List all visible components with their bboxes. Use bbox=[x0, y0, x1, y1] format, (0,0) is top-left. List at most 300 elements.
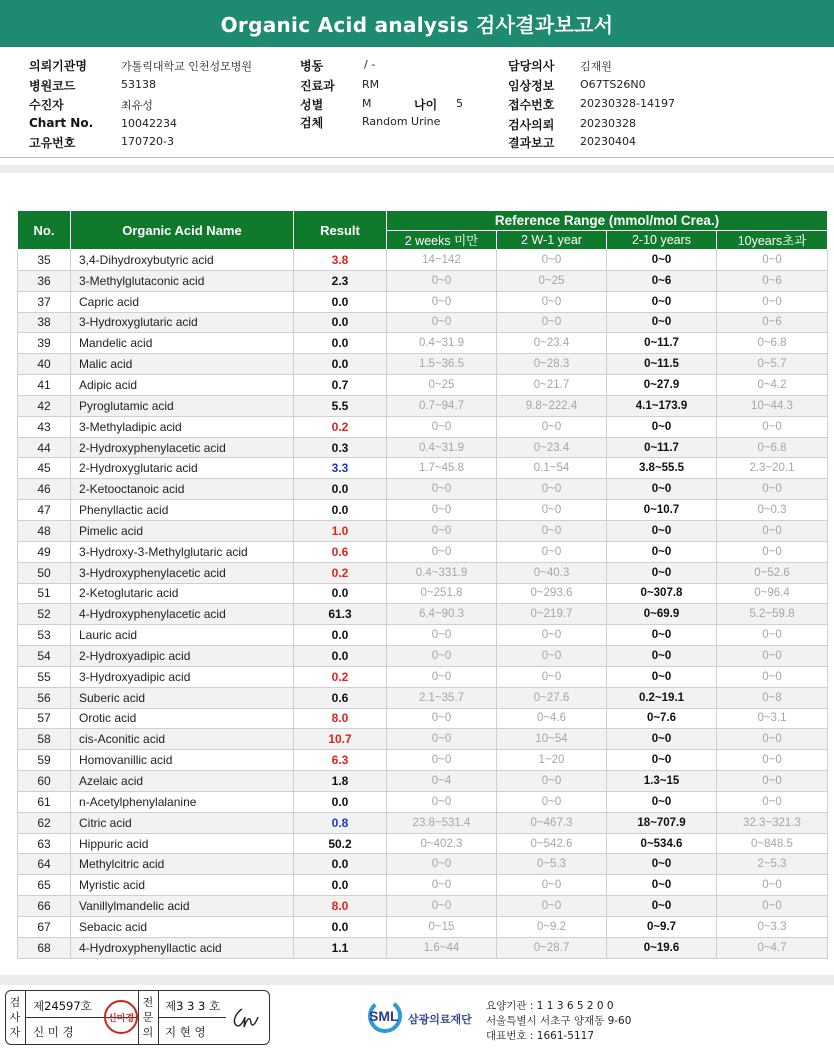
org-phone: 대표번호 : 1661-5117 bbox=[486, 1030, 595, 1042]
col-no-header: No. bbox=[18, 211, 71, 250]
result-value: 5.5 bbox=[294, 395, 387, 416]
ref-under-2weeks: 0~0 bbox=[387, 666, 497, 687]
ref-2w-1year: 0~40.3 bbox=[497, 562, 607, 583]
ref-under-2weeks: 0.4~31.9 bbox=[387, 437, 497, 458]
ref-2-10years: 0~0 bbox=[607, 541, 717, 562]
acid-name: 2-Hydroxyadipic acid bbox=[71, 646, 294, 667]
table-row bbox=[18, 270, 828, 291]
ref-2w-1year: 0~0 bbox=[497, 666, 607, 687]
table-row bbox=[18, 562, 828, 583]
specialist-label: 전 문 의 bbox=[142, 996, 154, 1039]
table-row bbox=[18, 479, 828, 500]
ref-2-10years: 0~0 bbox=[607, 291, 717, 312]
result-value: 0.2 bbox=[294, 416, 387, 437]
ref-2-10years: 0~0 bbox=[607, 562, 717, 583]
acid-name: Lauric acid bbox=[71, 625, 294, 646]
ref-2w-1year: 0.1~54 bbox=[497, 458, 607, 479]
ref-2-10years: 0~534.6 bbox=[607, 833, 717, 854]
examiner-license: 제24597호 bbox=[33, 999, 92, 1013]
row-number: 46 bbox=[18, 479, 71, 500]
result-value: 0.0 bbox=[294, 625, 387, 646]
result-value: 0.0 bbox=[294, 479, 387, 500]
col-ref-2-10years: 2-10 years bbox=[607, 231, 717, 250]
chart-no-value: 10042234 bbox=[121, 117, 177, 130]
ref-2w-1year: 0~23.4 bbox=[497, 437, 607, 458]
ref-2-10years: 0~0 bbox=[607, 312, 717, 333]
signature-box bbox=[5, 990, 270, 1045]
ref-under-2weeks: 0~4 bbox=[387, 771, 497, 792]
row-number: 58 bbox=[18, 729, 71, 750]
ref-over-10years: 0~0 bbox=[717, 250, 828, 271]
ref-under-2weeks: 2.1~35.7 bbox=[387, 687, 497, 708]
ref-2-10years: 0~0 bbox=[607, 646, 717, 667]
unique-no-value: 170720-3 bbox=[121, 135, 174, 148]
ref-2w-1year: 10~54 bbox=[497, 729, 607, 750]
ref-2w-1year: 0~0 bbox=[497, 500, 607, 521]
specialist-license: 제3 3 3 호 bbox=[165, 999, 221, 1013]
table-row bbox=[18, 416, 828, 437]
ward-value: / - bbox=[364, 58, 376, 71]
table-row bbox=[18, 250, 828, 271]
row-number: 47 bbox=[18, 500, 71, 521]
acid-name: 2-Ketooctanoic acid bbox=[71, 479, 294, 500]
result-value: 0.0 bbox=[294, 646, 387, 667]
ref-2w-1year: 0~9.2 bbox=[497, 917, 607, 938]
acid-name: Homovanillic acid bbox=[71, 750, 294, 771]
result-value: 0.0 bbox=[294, 500, 387, 521]
table-row bbox=[18, 625, 828, 646]
col-ref-under-2weeks: 2 weeks 미만 bbox=[387, 231, 497, 250]
ref-2-10years: 0~0 bbox=[607, 750, 717, 771]
acid-name: 3-Hydroxy-3-Methylglutaric acid bbox=[71, 541, 294, 562]
ref-2w-1year: 0~542.6 bbox=[497, 833, 607, 854]
ref-under-2weeks: 23.8~531.4 bbox=[387, 812, 497, 833]
ref-under-2weeks: 1.5~36.5 bbox=[387, 354, 497, 375]
result-value: 0.2 bbox=[294, 562, 387, 583]
ref-2w-1year: 9.8~222.4 bbox=[497, 395, 607, 416]
table-row bbox=[18, 687, 828, 708]
dept-label: 진료과 bbox=[300, 79, 335, 93]
ref-under-2weeks: 0~0 bbox=[387, 416, 497, 437]
ref-over-10years: 0~848.5 bbox=[717, 833, 828, 854]
patient-label: 수진자 bbox=[29, 98, 64, 112]
ref-under-2weeks: 0~0 bbox=[387, 291, 497, 312]
row-number: 56 bbox=[18, 687, 71, 708]
table-row bbox=[18, 708, 828, 729]
result-value: 1.1 bbox=[294, 937, 387, 958]
sex-value: M bbox=[362, 97, 372, 110]
ref-over-10years: 0~0 bbox=[717, 625, 828, 646]
row-number: 38 bbox=[18, 312, 71, 333]
result-value: 0.0 bbox=[294, 354, 387, 375]
acid-name: 2-Ketoglutaric acid bbox=[71, 583, 294, 604]
result-value: 0.7 bbox=[294, 375, 387, 396]
ref-under-2weeks: 1.7~45.8 bbox=[387, 458, 497, 479]
row-number: 65 bbox=[18, 875, 71, 896]
institution-value: 가톨릭대학교 인천성모병원 bbox=[121, 60, 253, 73]
ref-2w-1year: 0~4.6 bbox=[497, 708, 607, 729]
ref-under-2weeks: 0.4~31.9 bbox=[387, 333, 497, 354]
ref-over-10years: 0~0 bbox=[717, 666, 828, 687]
acid-name: Methylcitric acid bbox=[71, 854, 294, 875]
ref-over-10years: 0~96.4 bbox=[717, 583, 828, 604]
table-row bbox=[18, 333, 828, 354]
result-value: 0.0 bbox=[294, 854, 387, 875]
row-number: 67 bbox=[18, 917, 71, 938]
row-number: 50 bbox=[18, 562, 71, 583]
result-value: 0.0 bbox=[294, 791, 387, 812]
ref-2-10years: 0~10.7 bbox=[607, 500, 717, 521]
acid-name: Citric acid bbox=[71, 812, 294, 833]
requested-label: 검사의뢰 bbox=[508, 118, 555, 132]
ref-over-10years: 0~52.6 bbox=[717, 562, 828, 583]
acid-name: cis-Aconitic acid bbox=[71, 729, 294, 750]
row-number: 64 bbox=[18, 854, 71, 875]
ref-2w-1year: 0~0 bbox=[497, 541, 607, 562]
row-number: 68 bbox=[18, 937, 71, 958]
ref-2-10years: 0.2~19.1 bbox=[607, 687, 717, 708]
ref-over-10years: 0~0 bbox=[717, 750, 828, 771]
org-address: 서울특별시 서초구 양재동 9-60 bbox=[486, 1015, 632, 1027]
result-value: 0.0 bbox=[294, 875, 387, 896]
table-row bbox=[18, 812, 828, 833]
acid-name: Hippuric acid bbox=[71, 833, 294, 854]
ref-2w-1year: 0~0 bbox=[497, 791, 607, 812]
ref-under-2weeks: 14~142 bbox=[387, 250, 497, 271]
ref-over-10years: 0~0 bbox=[717, 896, 828, 917]
table-row bbox=[18, 291, 828, 312]
ref-under-2weeks: 0~251.8 bbox=[387, 583, 497, 604]
result-value: 1.0 bbox=[294, 520, 387, 541]
acid-name: Sebacic acid bbox=[71, 917, 294, 938]
result-value: 0.0 bbox=[294, 333, 387, 354]
table-row bbox=[18, 375, 828, 396]
table-row bbox=[18, 666, 828, 687]
ref-over-10years: 0~0 bbox=[717, 291, 828, 312]
sex-label: 성별 bbox=[300, 98, 324, 112]
result-value: 0.2 bbox=[294, 666, 387, 687]
ref-under-2weeks: 0~25 bbox=[387, 375, 497, 396]
row-number: 49 bbox=[18, 541, 71, 562]
ref-2-10years: 0~0 bbox=[607, 250, 717, 271]
result-value: 3.8 bbox=[294, 250, 387, 271]
ref-over-10years: 0~0 bbox=[717, 771, 828, 792]
ref-2w-1year: 0~0 bbox=[497, 250, 607, 271]
acid-name: 3-Methylglutaconic acid bbox=[71, 270, 294, 291]
row-number: 35 bbox=[18, 250, 71, 271]
acid-name: 2-Hydroxyglutaric acid bbox=[71, 458, 294, 479]
ref-2-10years: 3.8~55.5 bbox=[607, 458, 717, 479]
row-number: 42 bbox=[18, 395, 71, 416]
result-value: 3.3 bbox=[294, 458, 387, 479]
specimen-label: 검체 bbox=[300, 116, 324, 130]
table-row bbox=[18, 541, 828, 562]
ref-2-10years: 0~9.7 bbox=[607, 917, 717, 938]
ref-2w-1year: 0~0 bbox=[497, 625, 607, 646]
ref-2w-1year: 0~28.7 bbox=[497, 937, 607, 958]
ref-2-10years: 0~0 bbox=[607, 666, 717, 687]
result-value: 10.7 bbox=[294, 729, 387, 750]
ref-2-10years: 0~307.8 bbox=[607, 583, 717, 604]
results-table bbox=[17, 210, 828, 959]
table-row bbox=[18, 750, 828, 771]
receipt-label: 접수번호 bbox=[508, 98, 555, 112]
patient-info bbox=[0, 50, 834, 166]
ref-under-2weeks: 0.7~94.7 bbox=[387, 395, 497, 416]
ref-over-10years: 0~6.8 bbox=[717, 437, 828, 458]
doctor-value: 김재원 bbox=[580, 60, 612, 73]
table-row bbox=[18, 791, 828, 812]
sign-divider bbox=[138, 991, 139, 1044]
acid-name: Suberic acid bbox=[71, 687, 294, 708]
table-row bbox=[18, 312, 828, 333]
ref-2-10years: 0~69.9 bbox=[607, 604, 717, 625]
ref-over-10years: 0~8 bbox=[717, 687, 828, 708]
ref-2-10years: 0~6 bbox=[607, 270, 717, 291]
table-row bbox=[18, 729, 828, 750]
result-value: 0.0 bbox=[294, 291, 387, 312]
ref-under-2weeks: 0~0 bbox=[387, 708, 497, 729]
ref-over-10years: 0~6.8 bbox=[717, 333, 828, 354]
ref-2-10years: 0~7.6 bbox=[607, 708, 717, 729]
acid-name: Pyroglutamic acid bbox=[71, 395, 294, 416]
ref-over-10years: 10~44.3 bbox=[717, 395, 828, 416]
ref-2-10years: 0~0 bbox=[607, 479, 717, 500]
ref-2-10years: 0~11.7 bbox=[607, 437, 717, 458]
section-band bbox=[0, 165, 834, 173]
table-row bbox=[18, 395, 828, 416]
row-number: 60 bbox=[18, 771, 71, 792]
table-row bbox=[18, 875, 828, 896]
ref-over-10years: 0~0 bbox=[717, 875, 828, 896]
ref-2w-1year: 0~293.6 bbox=[497, 583, 607, 604]
acid-name: Orotic acid bbox=[71, 708, 294, 729]
row-number: 62 bbox=[18, 812, 71, 833]
ref-under-2weeks: 0~0 bbox=[387, 479, 497, 500]
ref-under-2weeks: 0~0 bbox=[387, 270, 497, 291]
col-ref-over-10years: 10years초과 bbox=[717, 231, 828, 250]
ref-2w-1year: 0~0 bbox=[497, 875, 607, 896]
acid-name: Malic acid bbox=[71, 354, 294, 375]
ref-2-10years: 0~0 bbox=[607, 791, 717, 812]
ref-over-10years: 0~5.7 bbox=[717, 354, 828, 375]
ref-2w-1year: 0~0 bbox=[497, 896, 607, 917]
ref-under-2weeks: 0~0 bbox=[387, 541, 497, 562]
row-number: 52 bbox=[18, 604, 71, 625]
ref-under-2weeks: 0.4~331.9 bbox=[387, 562, 497, 583]
ref-under-2weeks: 0~15 bbox=[387, 917, 497, 938]
result-value: 0.6 bbox=[294, 541, 387, 562]
row-number: 36 bbox=[18, 270, 71, 291]
ref-under-2weeks: 0~0 bbox=[387, 312, 497, 333]
acid-name: Capric acid bbox=[71, 291, 294, 312]
result-value: 6.3 bbox=[294, 750, 387, 771]
result-value: 8.0 bbox=[294, 708, 387, 729]
ref-2w-1year: 0~0 bbox=[497, 416, 607, 437]
hospital-code-value: 53138 bbox=[121, 78, 156, 91]
ref-2w-1year: 0~5.3 bbox=[497, 854, 607, 875]
ref-under-2weeks: 0~0 bbox=[387, 875, 497, 896]
ref-under-2weeks: 1.6~44 bbox=[387, 937, 497, 958]
result-value: 0.0 bbox=[294, 312, 387, 333]
ref-2w-1year: 0~219.7 bbox=[497, 604, 607, 625]
acid-name: 3-Hydroxyglutaric acid bbox=[71, 312, 294, 333]
table-row bbox=[18, 896, 828, 917]
examiner-name: 신 미 경 bbox=[33, 1025, 74, 1039]
ref-2-10years: 0~0 bbox=[607, 854, 717, 875]
results-body bbox=[18, 250, 828, 959]
result-value: 0.8 bbox=[294, 812, 387, 833]
unique-no-label: 고유번호 bbox=[29, 136, 76, 150]
ref-over-10years: 2.3~20.1 bbox=[717, 458, 828, 479]
ref-2w-1year: 0~28.3 bbox=[497, 354, 607, 375]
acid-name: Azelaic acid bbox=[71, 771, 294, 792]
acid-name: Phenyllactic acid bbox=[71, 500, 294, 521]
acid-name: 2-Hydroxyphenylacetic acid bbox=[71, 437, 294, 458]
row-number: 66 bbox=[18, 896, 71, 917]
row-number: 59 bbox=[18, 750, 71, 771]
care-institution-no: 요양기관 : 1 1 3 6 5 2 0 0 bbox=[486, 1000, 614, 1012]
ref-under-2weeks: 0~0 bbox=[387, 854, 497, 875]
row-number: 55 bbox=[18, 666, 71, 687]
col-name-header: Organic Acid Name bbox=[71, 211, 294, 250]
col-ref-2w-1year: 2 W-1 year bbox=[497, 231, 607, 250]
ref-under-2weeks: 0~0 bbox=[387, 500, 497, 521]
ref-under-2weeks: 0~0 bbox=[387, 520, 497, 541]
ref-2w-1year: 0~0 bbox=[497, 646, 607, 667]
ref-over-10years: 0~0.3 bbox=[717, 500, 828, 521]
ref-over-10years: 0~0 bbox=[717, 729, 828, 750]
result-value: 8.0 bbox=[294, 896, 387, 917]
acid-name: 4-Hydroxyphenylacetic acid bbox=[71, 604, 294, 625]
ref-2-10years: 0~0 bbox=[607, 729, 717, 750]
ref-over-10years: 5.2~59.8 bbox=[717, 604, 828, 625]
ref-over-10years: 0~6 bbox=[717, 270, 828, 291]
patient-value: 최유성 bbox=[121, 99, 153, 112]
requested-value: 20230328 bbox=[580, 117, 636, 130]
acid-name: Mandelic acid bbox=[71, 333, 294, 354]
acid-name: 3-Hydroxyadipic acid bbox=[71, 666, 294, 687]
chart-no-label: Chart No. bbox=[29, 116, 94, 130]
ref-under-2weeks: 0~0 bbox=[387, 791, 497, 812]
hospital-code-label: 병원코드 bbox=[29, 79, 76, 93]
ref-over-10years: 0~6 bbox=[717, 312, 828, 333]
col-reference-header: Reference Range (mmol/mol Crea.) bbox=[387, 211, 828, 231]
acid-name: 3,4-Dihydroxybutyric acid bbox=[71, 250, 294, 271]
row-number: 63 bbox=[18, 833, 71, 854]
table-row bbox=[18, 854, 828, 875]
row-number: 45 bbox=[18, 458, 71, 479]
ref-2-10years: 4.1~173.9 bbox=[607, 395, 717, 416]
ref-2-10years: 0~0 bbox=[607, 875, 717, 896]
ref-under-2weeks: 0~0 bbox=[387, 625, 497, 646]
result-value: 0.0 bbox=[294, 583, 387, 604]
result-value: 0.3 bbox=[294, 437, 387, 458]
dept-value: RM bbox=[362, 78, 380, 91]
table-row bbox=[18, 771, 828, 792]
sign-divider bbox=[158, 1017, 226, 1018]
org-name: 삼광의료재단 bbox=[408, 1013, 472, 1026]
age-value: 5 bbox=[456, 97, 463, 110]
ref-2-10years: 18~707.9 bbox=[607, 812, 717, 833]
row-number: 40 bbox=[18, 354, 71, 375]
ref-over-10years: 0~0 bbox=[717, 791, 828, 812]
examiner-label: 검 사 자 bbox=[9, 996, 21, 1039]
result-value: 61.3 bbox=[294, 604, 387, 625]
row-number: 41 bbox=[18, 375, 71, 396]
doctor-label: 담당의사 bbox=[508, 59, 555, 73]
specimen-value: Random Urine bbox=[362, 115, 441, 128]
institution-label: 의뢰기관명 bbox=[29, 59, 87, 73]
receipt-value: 20230328-14197 bbox=[580, 97, 675, 110]
specialist-signature-icon bbox=[228, 1003, 264, 1031]
ref-over-10years: 0~0 bbox=[717, 416, 828, 437]
table-row bbox=[18, 917, 828, 938]
acid-name: 4-Hydroxyphenyllactic acid bbox=[71, 937, 294, 958]
ref-2w-1year: 0~27.6 bbox=[497, 687, 607, 708]
ref-under-2weeks: 0~0 bbox=[387, 896, 497, 917]
ref-2-10years: 1.3~15 bbox=[607, 771, 717, 792]
result-value: 0.0 bbox=[294, 917, 387, 938]
ref-under-2weeks: 0~402.3 bbox=[387, 833, 497, 854]
ref-2w-1year: 0~21.7 bbox=[497, 375, 607, 396]
ref-2-10years: 0~11.5 bbox=[607, 354, 717, 375]
result-value: 1.8 bbox=[294, 771, 387, 792]
acid-name: Adipic acid bbox=[71, 375, 294, 396]
row-number: 53 bbox=[18, 625, 71, 646]
ref-2w-1year: 0~467.3 bbox=[497, 812, 607, 833]
result-value: 50.2 bbox=[294, 833, 387, 854]
clinical-value: O67TS26N0 bbox=[580, 78, 646, 91]
ref-2w-1year: 1~20 bbox=[497, 750, 607, 771]
table-row bbox=[18, 937, 828, 958]
ref-over-10years: 0~4.2 bbox=[717, 375, 828, 396]
result-value: 2.3 bbox=[294, 270, 387, 291]
ref-2w-1year: 0~23.4 bbox=[497, 333, 607, 354]
ref-under-2weeks: 0~0 bbox=[387, 646, 497, 667]
age-label: 나이 bbox=[414, 98, 438, 112]
acid-name: 3-Methyladipic acid bbox=[71, 416, 294, 437]
row-number: 57 bbox=[18, 708, 71, 729]
row-number: 54 bbox=[18, 646, 71, 667]
ref-2w-1year: 0~0 bbox=[497, 291, 607, 312]
footer-band bbox=[0, 975, 834, 985]
ref-over-10years: 0~3.1 bbox=[717, 708, 828, 729]
acid-name: Vanillylmandelic acid bbox=[71, 896, 294, 917]
ref-under-2weeks: 0~0 bbox=[387, 750, 497, 771]
acid-name: Pimelic acid bbox=[71, 520, 294, 541]
table-row bbox=[18, 437, 828, 458]
info-divider bbox=[0, 157, 834, 158]
ref-over-10years: 0~0 bbox=[717, 520, 828, 541]
table-row bbox=[18, 646, 828, 667]
ref-over-10years: 0~4.7 bbox=[717, 937, 828, 958]
table-row bbox=[18, 604, 828, 625]
row-number: 39 bbox=[18, 333, 71, 354]
clinical-label: 임상정보 bbox=[508, 79, 555, 93]
row-number: 44 bbox=[18, 437, 71, 458]
ref-2-10years: 0~11.7 bbox=[607, 333, 717, 354]
result-value: 0.6 bbox=[294, 687, 387, 708]
ref-2w-1year: 0~25 bbox=[497, 270, 607, 291]
ref-over-10years: 0~3.3 bbox=[717, 917, 828, 938]
ref-over-10years: 0~0 bbox=[717, 479, 828, 500]
ref-over-10years: 0~0 bbox=[717, 541, 828, 562]
ref-over-10years: 0~0 bbox=[717, 646, 828, 667]
ref-over-10years: 2~5.3 bbox=[717, 854, 828, 875]
col-result-header: Result bbox=[294, 211, 387, 250]
acid-name: n-Acetylphenylalanine bbox=[71, 791, 294, 812]
